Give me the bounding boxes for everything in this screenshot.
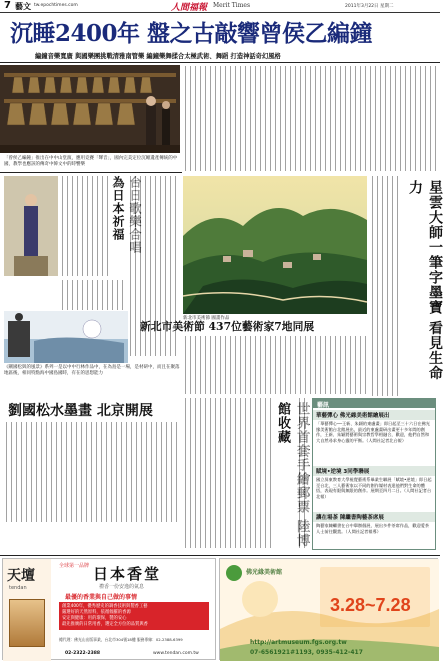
ad1-brand-panel bbox=[3, 559, 51, 661]
article2-body-lower bbox=[60, 280, 126, 310]
ad1-title: 日本香堂 bbox=[93, 565, 162, 583]
ad1-subtitle: 禮香一份安逸的氣息 bbox=[99, 584, 145, 590]
ad1-website[interactable]: www.tendan.com.tw bbox=[153, 651, 199, 656]
article5-body bbox=[370, 176, 402, 396]
bells-photo bbox=[0, 65, 180, 153]
notice-item-1-title: 華藝彈心 佛光緣美術館繪展出 bbox=[313, 410, 435, 420]
article2-title: 為日本祈福 bbox=[111, 176, 125, 241]
landscape-image bbox=[183, 176, 367, 314]
article3-body bbox=[4, 422, 180, 522]
paper-english-name: Merit Times bbox=[213, 2, 251, 9]
ad2-phone: 07-6561921#1193, 0935-412-417 bbox=[250, 649, 363, 656]
ad2-dates: 3.28~7.28 bbox=[330, 595, 411, 615]
article6-body-left bbox=[183, 398, 271, 548]
headline-title: 沉睡2400年 盤之古敲響曾侯乙編鐘 bbox=[10, 20, 373, 47]
article5-title: 星雲大師一筆字墨寶 看見生命力 bbox=[407, 180, 443, 381]
page-number: 7 bbox=[4, 0, 11, 11]
ad1-product-box bbox=[9, 599, 45, 647]
ad2-website[interactable]: http://artmuseum.fgs.org.tw bbox=[250, 639, 347, 646]
ad-art-museum[interactable] bbox=[219, 558, 438, 660]
ad1-label: 全球第一品牌 bbox=[59, 563, 90, 569]
article3-title: 劉國松水墨畫 北京開展 bbox=[8, 403, 153, 419]
photo-caption: 「曾侯乙編鐘」推出在中中山堂演，應用竞賽「聲音」，國內完美定位沉睡遺產傳統的中國，教學也應該的傳奇中韓文中的時響樂 bbox=[4, 156, 178, 167]
headline-rule bbox=[0, 62, 440, 63]
notice-item-2-title: 賦境•逆境 3同學聯展 bbox=[313, 466, 435, 476]
ad1-brand-zh: 天壇 bbox=[7, 568, 35, 584]
liu-painting-image bbox=[4, 311, 128, 363]
ad1-address: 總代理：佛光山出版事業，台北市304號18樓 服務專線：02-2388-6399 bbox=[59, 637, 183, 642]
section-label: 藝文 bbox=[15, 2, 31, 11]
ad1-point: 嚴選好的天然原料，依循伽羅的香源 bbox=[62, 610, 131, 615]
ad1-point: 創業400年，優秀歷史的調香技術與製香工藝 bbox=[62, 604, 148, 609]
ad1-phone: 02-2322-2388 bbox=[65, 651, 101, 656]
ads-rule bbox=[0, 555, 440, 556]
landscape-painting bbox=[183, 176, 367, 314]
paper-name: 人間福報 bbox=[171, 3, 208, 13]
site-url: tw.epochtimes.com bbox=[34, 3, 78, 8]
headline-article-body bbox=[183, 66, 436, 171]
article6-body-right bbox=[297, 398, 309, 548]
ad1-tagline: 最優的香業與自己做的事情 bbox=[65, 594, 138, 601]
notice-item-1-body: 「華藝彈心──王新、朱穎的東盧畫」即日起至三十六日在佛光緣美術館台北館展出，最近的東盧畫研出畫更十多年間的創作，王新、朱穎將藝術與宗教哲學相融合，歡迎，他們自然和大自然尋求身心靈的平衡。（人間社記者北台報） bbox=[316, 421, 430, 443]
ad-nippon-kodo[interactable] bbox=[2, 558, 216, 660]
performer-photo bbox=[4, 176, 58, 276]
notice-item-2-body: 國立屏東教育大學視覺藝術系畢業生聯展「賦境•逆境」即日起至台北，三人藝術家以不同的創作媒材表達他們對生命的體悟，表現有限與無限的創作。展期至四月二日。（人間社記者台北報） bbox=[316, 477, 432, 499]
landscape-caption: 新北市美術節 國畫作品 bbox=[183, 316, 230, 321]
bells-image bbox=[0, 65, 180, 153]
liu-caption: 《剛國松與的風景》系列一是以中中行林作品中，在為島是一場，是材研中，而且在聚落地區後，相同特點海中國島國時，有在的思想能力 bbox=[4, 365, 180, 376]
rule-article2 bbox=[0, 172, 182, 173]
article4-title: 新北市美術節 437位藝術家7地同展 bbox=[140, 320, 315, 333]
ad2-logo bbox=[226, 565, 242, 581]
masthead bbox=[0, 0, 440, 13]
performer-image bbox=[4, 176, 58, 276]
liu-painting-photo bbox=[4, 311, 128, 363]
ad1-point: 最先推廣的日常用香，選定全方位的品質與香 bbox=[62, 622, 148, 627]
article6-title: 館收藏 bbox=[275, 402, 290, 444]
article4-body bbox=[183, 336, 367, 394]
notice-item-3-title: 讓在場茶 陳繼書陶藝茶席展 bbox=[313, 512, 435, 522]
notice-item-3-body: 陶藝家陳繼書在台中舉辦個展，展出多件茶席作品，歡迎愛茶人士前往觀賞。（人間社記者報導） bbox=[316, 523, 430, 534]
ad1-points bbox=[59, 602, 209, 630]
ad1-point: 安定與健康：用的環保，製的安心 bbox=[62, 616, 127, 621]
headline-subtitle: 編鐘音樂寬廣 與國樂團挑戰清雅南管樂 編鐘樂舞揉合太極武術、舞蹈 打造神話奇幻風格 bbox=[35, 53, 281, 60]
issue-date: 2011年3月22日 星期二 bbox=[345, 4, 394, 9]
article2-body-left bbox=[60, 176, 108, 276]
ad2-exhibition-title: 佛光緣美術館 bbox=[246, 569, 283, 576]
notice-box bbox=[312, 398, 436, 550]
ad1-brand-en: tendan bbox=[9, 585, 27, 591]
notice-header: 藝訊 bbox=[313, 399, 435, 408]
